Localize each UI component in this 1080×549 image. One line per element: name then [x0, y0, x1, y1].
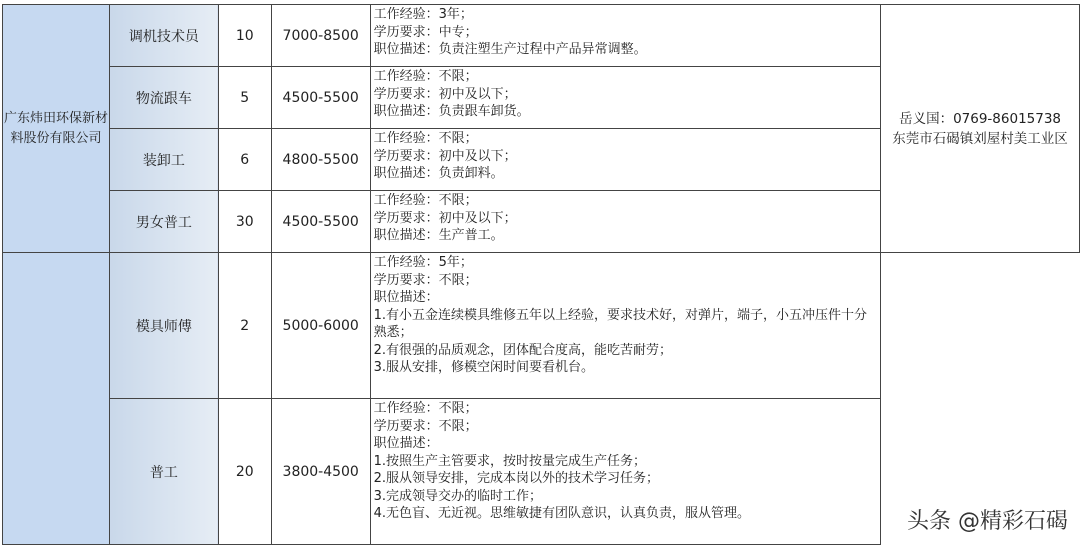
job-row — [3, 253, 1080, 399]
description-line: 学历要求：不限； — [373, 418, 478, 434]
description-line: 职位描述：负责跟车卸货。 — [373, 104, 530, 119]
position-cell: 男女普工 — [109, 191, 218, 253]
description-line: 3.服从安排，修模空闲时间要看机台。 — [373, 360, 595, 375]
contact-line: 东莞市石碣镇刘屋村美工业区 — [892, 130, 1068, 147]
headcount-cell: 30 — [218, 191, 271, 253]
description-line: 职位描述： — [373, 290, 439, 305]
description-line: 2.服从领导安排，完成本岗以外的技术学习任务； — [373, 471, 660, 486]
salary-cell: 4500-5500 — [271, 191, 370, 253]
description-line: 学历要求：中专； — [373, 24, 478, 40]
watermark: 头条 @精彩石碣 — [907, 509, 1068, 534]
description-line: 学历要求：初中及以下； — [373, 148, 517, 164]
description-line: 工作经验：不限； — [373, 401, 478, 416]
contact-cell — [881, 5, 1080, 253]
description-line: 学历要求：初中及以下； — [373, 86, 517, 102]
headcount-cell: 20 — [218, 399, 271, 545]
description-line: 1.按照生产主管要求，按时按量完成生产任务； — [373, 453, 647, 469]
headcount-cell: 5 — [218, 67, 271, 129]
company-cell — [3, 253, 110, 545]
description-cell — [370, 399, 880, 545]
description-line: 职位描述：负责注塑生产过程中产品异常调整。 — [373, 42, 647, 57]
description-line: 工作经验：不限； — [373, 193, 478, 208]
description-line: 1.有小五金连续模具维修五年以上经验，要求技术好，对弹片，端子，小五冲压件十分熟悉； — [373, 307, 868, 340]
salary-cell: 4800-5500 — [271, 129, 370, 191]
position-cell: 装卸工 — [109, 129, 218, 191]
description-line: 职位描述：生产普工。 — [373, 228, 504, 243]
description-line: 学历要求：初中及以下； — [373, 210, 517, 226]
description-cell — [370, 67, 880, 129]
job-row — [3, 5, 1080, 67]
description-line: 工作经验：3年； — [373, 7, 473, 22]
description-line: 4.无色盲、无近视。思维敏捷有团队意识，认真负责，服从管理。 — [373, 506, 751, 521]
salary-cell: 3800-4500 — [271, 399, 370, 545]
description-cell — [370, 5, 880, 67]
description-cell — [370, 253, 880, 399]
salary-cell: 5000-6000 — [271, 253, 370, 399]
description-cell — [370, 191, 880, 253]
description-cell — [370, 129, 880, 191]
contact-cell — [881, 253, 1080, 545]
description-line: 3.完成领导交办的临时工作； — [373, 488, 543, 504]
description-line: 工作经验：5年； — [373, 255, 473, 270]
contact-line: 岳义国：0769-86015738 — [899, 110, 1062, 127]
description-line: 2.有很强的品质观念，团体配合度高，能吃苦耐劳； — [373, 342, 673, 358]
company-name: 广东炜田环保新材料股份有限公司 — [3, 110, 108, 146]
headcount-cell: 2 — [218, 253, 271, 399]
headcount-cell: 10 — [218, 5, 271, 67]
position-cell: 调机技术员 — [109, 5, 218, 67]
position-cell: 模具师傅 — [109, 253, 218, 399]
description-line: 职位描述：负责卸料。 — [373, 166, 504, 181]
salary-cell: 7000-8500 — [271, 5, 370, 67]
description-line: 职位描述： — [373, 436, 439, 451]
description-line: 工作经验：不限； — [373, 69, 478, 84]
job-table — [2, 4, 1080, 545]
company-cell — [3, 5, 110, 253]
position-cell: 普工 — [109, 399, 218, 545]
headcount-cell: 6 — [218, 129, 271, 191]
description-line: 学历要求：不限； — [373, 272, 478, 288]
description-line: 工作经验：不限； — [373, 131, 478, 146]
position-cell: 物流跟车 — [109, 67, 218, 129]
salary-cell: 4500-5500 — [271, 67, 370, 129]
